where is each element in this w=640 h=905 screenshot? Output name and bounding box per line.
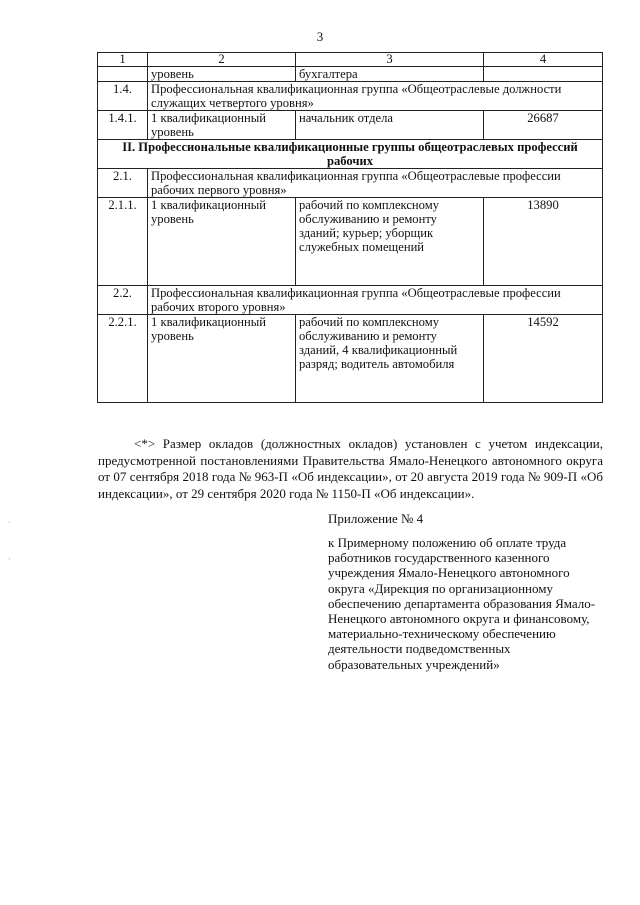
- footnote-text: <*> Размер окладов (должностных окладов) установлен с учетом индексации, предусмотренной постановлениями Правительства Ямало-Ненецкого автономного округа от 07 сентября 2018 года № 963-П «Об индексации», от 20 августа 2019 года № 909-П «Об индексации», от 29 сентября 2020 года № 1150-П «Об индексации».: [98, 436, 603, 501]
- row-number: 2.2.: [98, 286, 148, 315]
- footnote: [98, 436, 603, 502]
- scan-mark: ·: [8, 518, 11, 527]
- qualification-level: 1 квалификационный уровень: [148, 111, 296, 140]
- table-row: [98, 169, 603, 198]
- page-number: 3: [316, 29, 324, 44]
- row-number: 2.1.1.: [98, 198, 148, 286]
- appendix-description: к Примерному положению об оплате труда работников государственного казенного учреждения Ямало-Ненецкого автономного округа «Дирекция по организационному обеспечению департамента образования Ямало-Ненецкого автономного округа и финансовому, материально-техническому обеспечению деятельности подведомственных образовательных учреждений»: [328, 535, 596, 672]
- salary-value: 13890: [484, 198, 603, 286]
- table-row: [98, 82, 603, 111]
- salary-value: [484, 67, 603, 82]
- salary-value: 26687: [484, 111, 603, 140]
- table-row: [98, 198, 603, 286]
- section-row: [98, 140, 603, 169]
- header-cell: 3: [296, 53, 484, 67]
- table-header-row: [98, 53, 603, 67]
- header-cell: 4: [484, 53, 603, 67]
- row-number: 1.4.1.: [98, 111, 148, 140]
- table-row: [98, 111, 603, 140]
- scan-mark: ·: [8, 555, 11, 564]
- position-title: бухгалтера: [296, 67, 484, 82]
- row-number: [98, 67, 148, 82]
- group-title: Профессиональная квалификационная группа «Общеотраслевые профессии рабочих второго уровня»: [148, 286, 603, 315]
- salary-table: [97, 52, 603, 403]
- salary-value: 14592: [484, 315, 603, 403]
- position-title: начальник отдела: [296, 111, 484, 140]
- qualification-level: 1 квалификационный уровень: [148, 315, 296, 403]
- header-cell: 2: [148, 53, 296, 67]
- row-number: 2.1.: [98, 169, 148, 198]
- table-row: [98, 315, 603, 403]
- position-title: рабочий по комплексному обслуживанию и ремонту зданий; курьер; уборщик служебных помещений: [296, 198, 484, 286]
- header-cell: 1: [98, 53, 148, 67]
- section-heading: II. Профессиональные квалификационные группы общеотраслевых профессий рабочих: [98, 140, 603, 169]
- table-row: [98, 286, 603, 315]
- qualification-level: уровень: [148, 67, 296, 82]
- table-row: [98, 67, 603, 82]
- group-title: Профессиональная квалификационная группа «Общеотраслевые должности служащих четвертого уровня»: [148, 82, 603, 111]
- row-number: 2.2.1.: [98, 315, 148, 403]
- appendix-title: Приложение № 4: [328, 511, 424, 526]
- position-title: рабочий по комплексному обслуживанию и ремонту зданий, 4 квалификационный разряд; водитель автомобиля: [296, 315, 484, 403]
- row-number: 1.4.: [98, 82, 148, 111]
- group-title: Профессиональная квалификационная группа «Общеотраслевые профессии рабочих первого уровня»: [148, 169, 603, 198]
- qualification-level: 1 квалификационный уровень: [148, 198, 296, 286]
